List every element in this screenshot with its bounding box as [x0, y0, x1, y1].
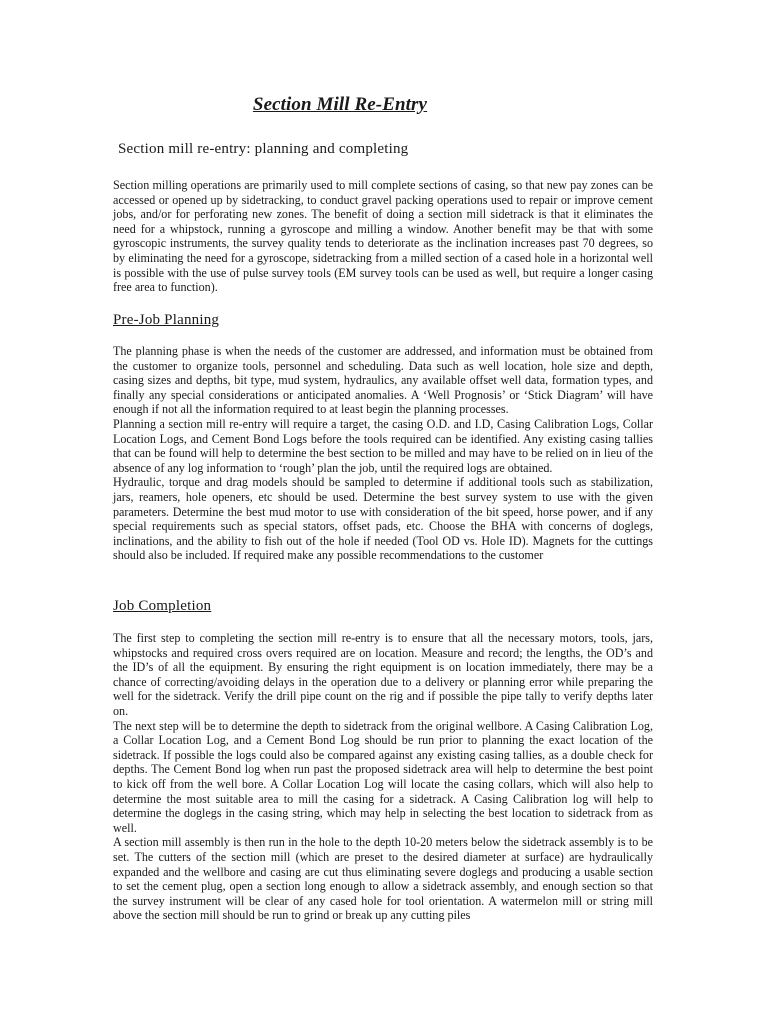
- document-title: Section Mill Re-Entry: [252, 94, 428, 115]
- document-subtitle: Section mill re-entry: planning and completing: [118, 141, 409, 157]
- pre-job-paragraph-3: Hydraulic, torque and drag models should be sampled to determine if additional tools such as stabilization, jars, reamers, hole openers, etc should be used. Determine the best survey system to use with the given parameters. Determine the best mud motor to use with consideration of the bit speed, horse power, and if any special requirements such as special stators, offset pads, etc. Choose the BHA with concerns of doglegs, inclinations, and the ability to fish out of the hole if needed (Tool OD vs. Hole ID). Magnets for the cuttings should also be included. If required make any possible recommendations to the customer: [113, 475, 653, 563]
- pre-job-paragraph-1: The planning phase is when the needs of the customer are addressed, and information must be obtained from the customer to organize tools, personnel and scheduling. Data such as well location, hole size and depth, casing sizes and depths, bit type, mud system, hydraulics, any available offset well data, formation types, and finally any special considerations or anticipated anomalies. A ‘Well Prognosis’ or ‘Stick Diagram’ will have enough if not all the information required to at least begin the planning processes.: [113, 344, 653, 417]
- job-completion-paragraph-2: The next step will be to determine the depth to sidetrack from the original wellbore. A Casing Calibration Log, a Collar Location Log, and a Cement Bond Log should be run prior to planning the exact location of the sidetrack. If possible the logs could also be compared against any existing casing tallies, as a double check for depths. The Cement Bond log when run past the proposed sidetrack area will help to determine the best point to kick off from the well bore. A Collar Location Log will locate the casing collars, which will also help to determine the most suitable area to mill the casing for a sidetrack. A Casing Calibration log will help to determine the doglegs in the casing string, which may help in selecting the best location to sidetrack from as well.: [113, 718, 653, 835]
- intro-paragraph: Section milling operations are primarily used to mill complete sections of casing, so that new pay zones can be accessed or opened up by sidetracking, to conduct gravel packing operations used to repair or improve cement jobs, and/or for perforating new zones. The benefit of doing a section mill sidetrack is that it eliminates the need for a whipstock, running a gyroscope and milling a window. Another benefit may be that with some gyroscopic instruments, the survey quality tends to deteriorate as the inclination increases past 70 degrees, so by eliminating the need for a gyroscope, sidetracking from a milled section of a cased hole in a horizontal well is possible with the use of pulse survey tools (EM survey tools can be used as well, but require a longer casing free area to function).: [113, 178, 653, 295]
- pre-job-planning-section: [113, 344, 653, 563]
- job-completion-section: [113, 631, 653, 923]
- section-heading-pre-job-planning: Pre-Job Planning: [113, 312, 220, 328]
- job-completion-paragraph-3: A section mill assembly is then run in the hole to the depth 10-20 meters below the sidetrack assembly is to be set. The cutters of the section mill (which are preset to the desired diameter at surface) are hydraulically expanded and the wellbore and casing are cut thus eliminating severe doglegs and producing a usable section to set the cement plug, open a section long enough to allow a sidetrack assembly, and enough section so that the survey instrument will be clear of any cased hole for tool orientation. A watermelon mill or string mill above the section mill should be run to grind or break up any cutting piles: [113, 835, 653, 923]
- job-completion-paragraph-1: The first step to completing the section mill re-entry is to ensure that all the necessary motors, tools, jars, whipstocks and required cross overs required are on location. Measure and record; the lengths, the OD’s and the ID’s of all the equipment. By ensuring the right equipment is on location immediately, there may be a chance of correcting/avoiding delays in the operation due to a delivery or planning error while preparing the well for the sidetrack. Verify the drill pipe count on the rig and if possible the pipe tally to verify depths later on.: [113, 631, 653, 718]
- pre-job-paragraph-2: Planning a section mill re-entry will require a target, the casing O.D. and I.D, Casing Calibration Logs, Collar Location Logs, and Cement Bond Logs before the tools required can be identified. Any existing casing tallies that can be found will help to determine the best section to be milled and may have to be relied on in lieu of the absence of any log information to ‘rough’ plan the job, until the required logs are obtained.: [113, 416, 653, 475]
- intro-section: [113, 178, 653, 295]
- section-heading-job-completion: Job Completion: [113, 598, 212, 614]
